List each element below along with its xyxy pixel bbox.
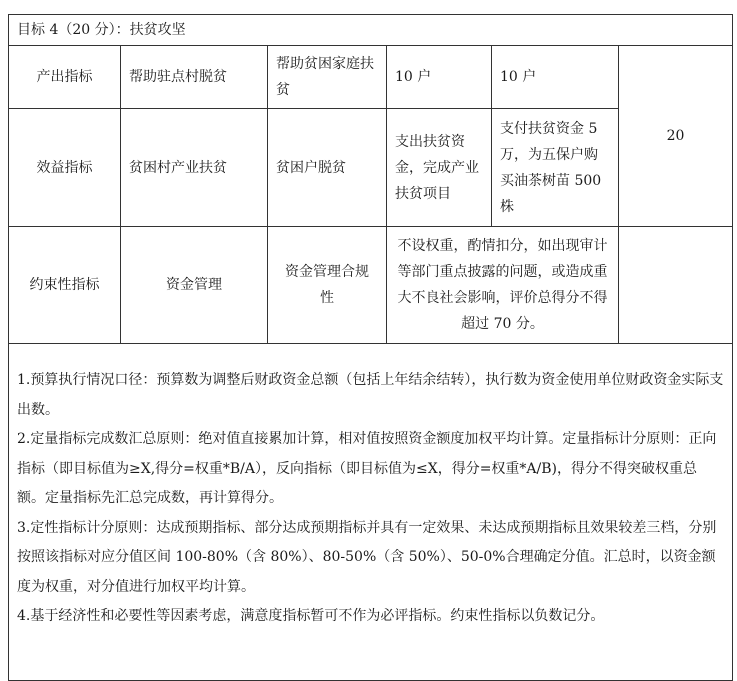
item-cell: 帮助驻点村脱贫 [121, 46, 268, 109]
indicator-cell: 产出指标 [9, 46, 121, 109]
notes-cell [9, 344, 733, 681]
empty-cell [619, 227, 733, 344]
note-2: 2.定量指标完成数汇总原则：绝对值直接累加计算，相对值按照资金额度加权平均计算。定量指标计分原则：正向指标（即目标值为≥X,得分=权重*B/A），反向指标（即目标值为≤X，得分=权重*A/B)，得分不得突破权重总额。定量指标先汇总完成数，再计算得分。 [17, 431, 717, 506]
note-3: 3.定性指标计分原则：达成预期指标、部分达成预期指标并具有一定效果、未达成预期指标且效果较差三档，分别按照该指标对应分值区间 100-80%（含 80%）、80-50%（含 50%）、50-0%合理确定分值。汇总时，以资金额度为权重，对分值进行加权平均计算。 [17, 519, 717, 595]
table-row [9, 227, 733, 344]
target-cell: 支出扶贫资金，完成产业扶贫项目 [387, 109, 492, 227]
target-cell: 10 户 [387, 46, 492, 109]
sub-item-cell: 贫困户脱贫 [268, 109, 387, 227]
actual-cell: 10 户 [492, 46, 619, 109]
item-cell: 资金管理 [121, 227, 268, 344]
item-cell: 贫困村产业扶贫 [121, 109, 268, 227]
sub-item-cell: 资金管理合规性 [268, 227, 387, 344]
notes-row [9, 344, 733, 681]
title-row [9, 15, 733, 46]
indicator-cell: 效益指标 [9, 109, 121, 227]
score-cell: 20 [619, 46, 733, 227]
performance-table-document [8, 14, 732, 659]
section-title: 目标 4（20 分）：扶贫攻坚 [9, 15, 733, 46]
indicator-cell: 约束性指标 [9, 227, 121, 344]
constraint-description-cell: 不设权重，酌情扣分，如出现审计等部门重点披露的问题，或造成重大不良社会影响，评价总得分不得超过 70 分。 [387, 227, 619, 344]
performance-table [8, 14, 733, 681]
note-1: 1.预算执行情况口径：预算数为调整后财政资金总额（包括上年结余结转），执行数为资金使用单位财政资金实际支出数。 [17, 372, 724, 418]
actual-cell: 支付扶贫资金 5 万，为五保户购买油茶树苗 500 株 [492, 109, 619, 227]
sub-item-cell: 帮助贫困家庭扶贫 [268, 46, 387, 109]
note-4: 4.基于经济性和必要性等因素考虑，满意度指标暂可不作为必评指标。约束性指标以负数记分。 [17, 608, 605, 624]
table-row [9, 46, 733, 109]
